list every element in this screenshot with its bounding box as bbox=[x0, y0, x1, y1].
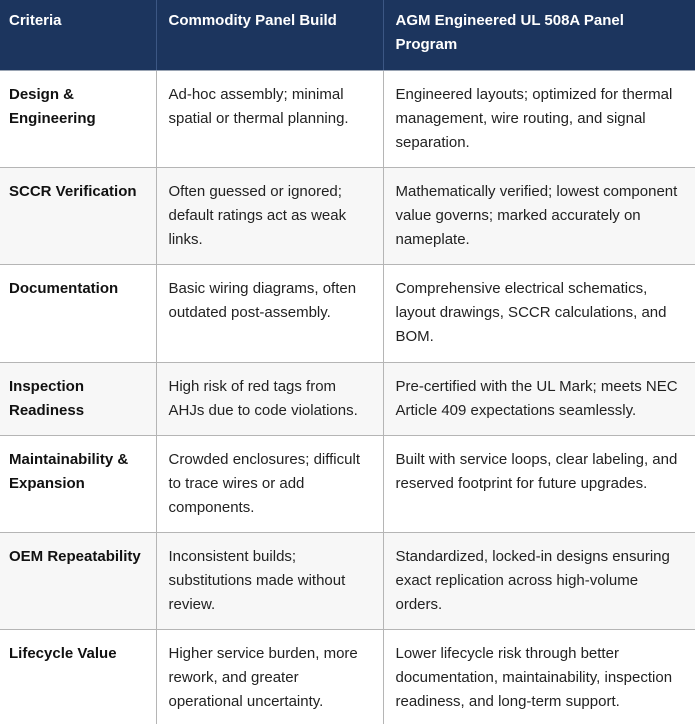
criteria-cell: Lifecycle Value bbox=[0, 629, 156, 724]
header-row bbox=[0, 0, 695, 70]
commodity-cell: Higher service burden, more rework, and greater operational uncertainty. bbox=[156, 629, 383, 724]
agm-cell: Lower lifecycle risk through better documentation, maintainability, inspection readiness, and long-term support. bbox=[395, 644, 673, 710]
table-body bbox=[0, 70, 695, 724]
commodity-cell: Crowded enclosures; difficult to trace wires or add components. bbox=[156, 435, 383, 532]
commodity-cell: Ad-hoc assembly; minimal spatial or thermal planning. bbox=[156, 70, 383, 167]
criteria-cell: Maintainability & Expansion bbox=[0, 435, 156, 532]
header-agm-engineered-program: AGM Engineered UL 508A Panel Program bbox=[383, 0, 695, 70]
header-criteria: Criteria bbox=[0, 0, 156, 70]
table-row bbox=[0, 70, 695, 167]
agm-cell: Pre-certified with the UL Mark; meets NEC Article 409 expectations seamlessly. bbox=[383, 362, 695, 435]
header-commodity-panel-build: Commodity Panel Build bbox=[156, 0, 383, 70]
agm-cell: Comprehensive electrical schematics, layout drawings, SCCR calculations, and BOM. bbox=[383, 264, 695, 362]
table-row bbox=[0, 362, 695, 435]
table-row bbox=[0, 629, 695, 724]
agm-cell: Built with service loops, clear labeling, and reserved footprint for future upgrades. bbox=[383, 435, 695, 532]
criteria-cell: Documentation bbox=[0, 264, 156, 362]
commodity-cell: Basic wiring diagrams, often outdated post-assembly. bbox=[156, 264, 383, 362]
agm-cell: Engineered layouts; optimized for thermal management, wire routing, and signal separation. bbox=[383, 70, 695, 167]
criteria-cell: OEM Repeatability bbox=[0, 532, 156, 629]
table-header bbox=[0, 0, 695, 70]
table-row bbox=[0, 264, 695, 362]
criteria-cell: SCCR Verification bbox=[0, 167, 156, 264]
commodity-cell: Inconsistent builds; substitutions made without review. bbox=[156, 532, 383, 629]
commodity-cell: Often guessed or ignored; default ratings act as weak links. bbox=[156, 167, 383, 264]
agm-cell: Mathematically verified; lowest component value governs; marked accurately on nameplate. bbox=[383, 167, 695, 264]
table-row bbox=[0, 435, 695, 532]
criteria-cell: Design & Engineering bbox=[0, 70, 156, 167]
agm-cell: Standardized, locked-in designs ensuring exact replication across high-volume orders. bbox=[383, 532, 695, 629]
commodity-cell: High risk of red tags from AHJs due to code violations. bbox=[156, 362, 383, 435]
table-row bbox=[0, 167, 695, 264]
criteria-cell: Inspection Readiness bbox=[0, 362, 156, 435]
table-row bbox=[0, 532, 695, 629]
